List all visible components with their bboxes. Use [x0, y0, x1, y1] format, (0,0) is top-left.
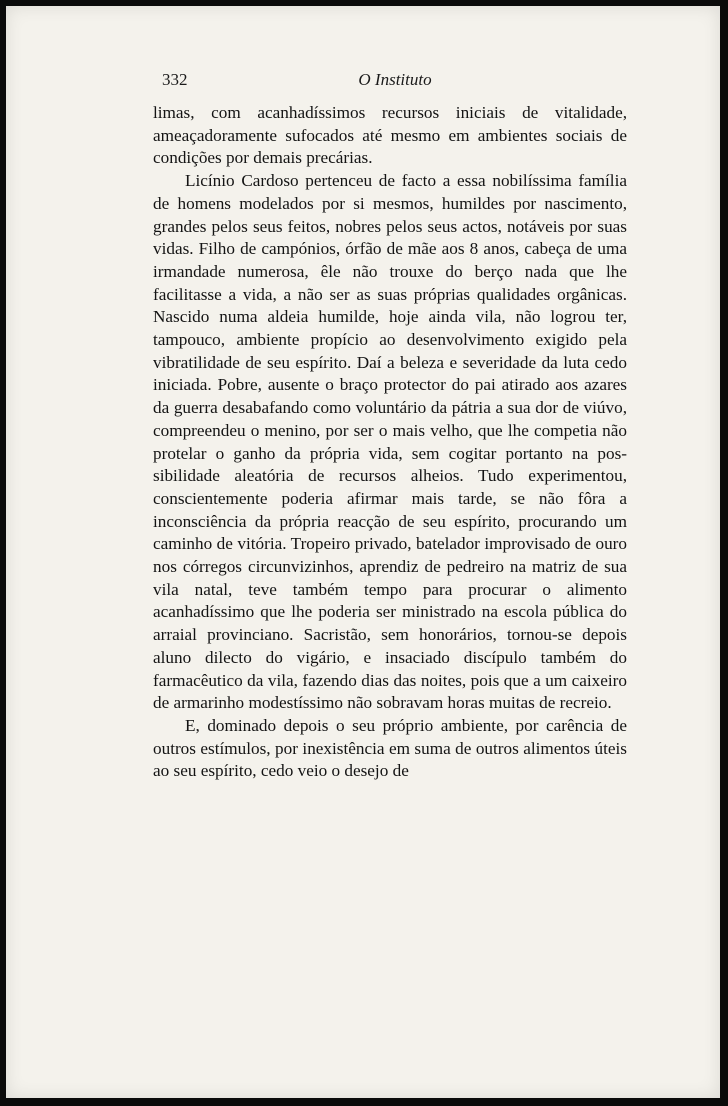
page-header [158, 70, 632, 94]
page-number: 332 [162, 70, 188, 89]
paragraph-continuation: limas, com acanhadíssimos recursos iniciais de vitalidade, ameaçadoramente sufocados até mesmo em ambientes sociais de condições por demais precárias. [153, 103, 627, 168]
paragraph: Licínio Cardoso pertenceu de facto a essa nobilíssima família de homens modelados por si mesmos, humildes por nascimento, grandes pelos seus feitos, nobres pelos seus actos, notáveis por suas vidas. Filho de campónios, órfão de mãe aos 8 anos, cabeça de uma irmandade numerosa, êle não trouxe do berço nada que lhe facilitasse a vida, a não ser as suas próprias qualidades orgânicas. Nascido numa aldeia humilde, hoje ainda vila, não logrou ter, tampouco, ambiente propício ao desenvolvimento exigido pela vibratilidade de seu espírito. Daí a beleza e severidade da luta cedo iniciada. Pobre, ausente o braço protector do pai atirado aos azares da guerra desabafando como voluntário da pátria a sua dor de viúvo, compreendeu o menino, por ser o mais velho, que lhe competia não protelar o ganho da própria vida, sem cogitar portanto na possibilidade aleatória de recursos alheios. Tudo experimentou, conscientemente poderia afirmar mais tarde, se não fôra a inconsciência da própria reacção de seu espírito, procurando um caminho de vitória. Tropeiro privado, batelador improvisado de ouro nos córregos circunvizinhos, aprendiz de pedreiro na matriz de sua vila natal, teve também tempo para procurar o alimento acanhadíssimo que lhe poderia ser ministrado na escola pública do arraial provinciano. Sacristão, sem honorários, tornou-se depois aluno dilecto do vigário, e insaciado discípulo também do farmacêutico da vila, fazendo dias das noites, pois que a um caixeiro de armarinho modestíssimo não sobravam horas muitas de recreio. [153, 171, 627, 713]
paragraph: E, dominado depois o seu próprio ambiente, por carência de outros estímulos, por inexistência em suma de outros alimentos úteis ao seu espírito, cedo veio o desejo de [153, 715, 627, 781]
body-text [153, 102, 627, 783]
running-title: O Instituto [358, 70, 432, 89]
